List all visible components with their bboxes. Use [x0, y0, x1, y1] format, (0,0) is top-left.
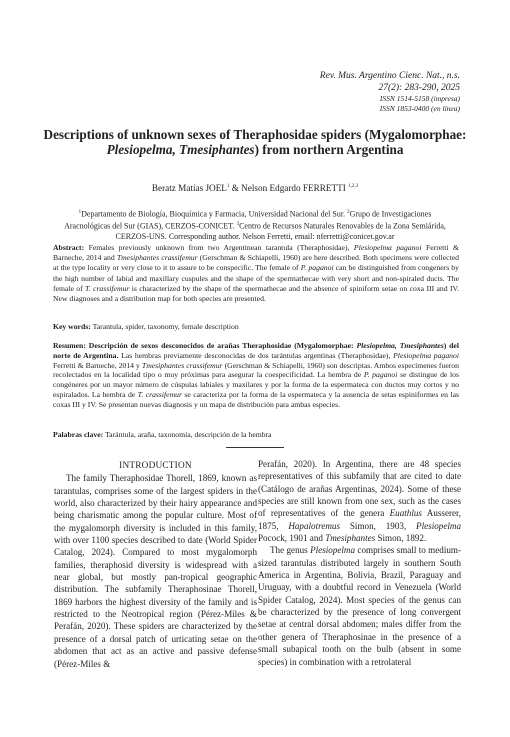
- right-column: [258, 458, 461, 668]
- resumen-text: Ferretti & Barneche, 2014 y: [53, 360, 142, 370]
- introduction-heading: INTRODUCTION: [119, 461, 192, 471]
- section-divider: [226, 447, 284, 448]
- body-text: Simon, 1892.: [375, 533, 427, 544]
- author-joel: Beratz Matías JOEL: [151, 183, 227, 193]
- resumen-label-genera: Plesiopelma, Tmesiphantes: [356, 341, 444, 350]
- palabras-text: Tarántula, araña, taxonomía, descripción de la hembra: [103, 430, 272, 439]
- species-name: Plesiopelma paganoi: [353, 243, 422, 252]
- journal-name: Rev. Mus. Argentino Cienc. Nat., n.s.: [319, 71, 460, 81]
- affil-sup: 2: [347, 210, 350, 215]
- genus-name: Tmesiphantes: [325, 533, 376, 544]
- intro-paragraph-3: [258, 544, 461, 667]
- journal-issue: 27(2): 283-290, 2025: [378, 83, 460, 93]
- title-text-end: ) from northern Argentina: [254, 142, 404, 157]
- author-list: [40, 183, 470, 193]
- body-text: The genus: [270, 545, 311, 556]
- keywords: [53, 322, 459, 332]
- genus-name: Plesiopelma: [310, 545, 356, 556]
- palabras-clave: [53, 430, 459, 440]
- issn-print: ISSN 1514-5158 (impresa): [379, 94, 460, 103]
- species-name: Tmesiphantes crassifemur: [141, 360, 223, 370]
- abstract-text: Females previously unknown from two Argentinean tarantula (Theraphosidae),: [84, 243, 354, 252]
- genus-name: Euathlus: [389, 508, 422, 519]
- affiliation-2: Grupo de Investigaciones Aracnológicas del Sur (GIAS), CERZOS-CONICET.: [64, 209, 432, 231]
- resumen-label-end: ) del norte de Argentina.: [53, 341, 459, 360]
- body-text: comprises small to medium-sized tarantulas distributed largely in southern South America in Argentina, Bolivia, Brazil, Paraguay and Uruguay, with a doubtful record in Venezuela (World Spider Catalog, 2024). Most species of the genus can be characterized by the presence of long convergent setae at central dorsal abdomen; males differ from the other genera of Theraphosinae in the presence of a small subapical tooth on the bulb (absent in some species) in combination with a retrolateral: [258, 545, 461, 667]
- keywords-label: Key words:: [53, 322, 91, 331]
- species-name: T. crassifemur: [137, 389, 182, 399]
- palabras-label: Palabras clave:: [53, 430, 104, 439]
- journal-citation: [220, 70, 460, 114]
- species-name: T. crassifemur: [85, 283, 130, 293]
- abstract-text: (Gerschman & Schiapelli, 1960) are here described. Both specimens were collected at the type locality or very close to it to assure to be conspecific. The female of: [53, 253, 459, 273]
- resumen-label: Resumen: Descripción de sexos desconocidos de arañas Theraphosidae (Mygalomorphae:: [53, 341, 357, 350]
- resumen-text: se caracteriza por la forma de la espermateca y la ausencia de setas espiniformes en las coxas III y IV. Se presentan nuevas diagnosis y un mapa de distribución para ambas especies.: [53, 389, 459, 409]
- affil-sup: 3: [236, 221, 240, 227]
- author-sup: 1,2,3: [348, 183, 359, 189]
- title-text: Descriptions of unknown sexes of Theraphosidae spiders (Mygalomorphae:: [43, 127, 467, 142]
- species-name: Plesiopelma paganoi: [393, 350, 460, 360]
- paper-title: [40, 127, 470, 157]
- body-text: Perafán, 2020). In Argentina, there are 48 species representatives of this subfamily that are cited to date (Catálogo de arañas Argentinas, 2024). Some of these species are still known from one sex, such as the cases of representatives of the genera: [258, 459, 461, 519]
- affiliation-3: Centro de Recursos Naturales Renovables de la Zona Semiárida, CERZOS-UNS. Corresponding author. Nelson Ferretti, email: nferretti@conicet.gov.ar: [115, 221, 446, 241]
- species-name: P. paganoi: [363, 370, 398, 380]
- left-column: [54, 460, 257, 670]
- intro-paragraph-2: [258, 458, 461, 544]
- genus-name: Plesiopelma: [416, 520, 462, 531]
- abstract-text: can be distinguished from congeners by the high number of labial and maxillary cuspules and the shape of the spermathecae with very short and non-spiraled ducts. The female of: [53, 263, 459, 293]
- issn-online: ISSN 1853-0400 (en línea): [379, 104, 460, 113]
- abstract: [53, 243, 459, 304]
- affiliations: [55, 208, 455, 242]
- abstract-label: Abstract:: [53, 243, 85, 252]
- species-name: P. paganoi: [300, 263, 334, 273]
- abstract-text: is characterized by the shape of the spermathecae and the absence of spiniform setae on coxa III and IV. New diagnoses and a distribution map for both species are presented.: [53, 283, 459, 304]
- species-name: Tmesiphantes crassifemur: [116, 253, 198, 263]
- author-ferretti: & Nelson Edgardo FERRETTI: [229, 183, 349, 193]
- body-text: Ausserer, 1875,: [258, 508, 461, 531]
- resumen-text: se distingue de los congéneres por un mayor número de cúspulas labiales y maxilares y por la forma de la espermateca con ductos muy cortos y no espiralados. La hembra de: [53, 370, 459, 399]
- author-sup: 1: [226, 183, 230, 189]
- resumen: [53, 341, 459, 410]
- genus-name: Hapalotremus: [288, 520, 341, 531]
- keywords-text: Tarantula, spider, taxonomy, female description: [90, 322, 239, 331]
- abstract-text: Ferretti & Barneche, 2014 and: [53, 243, 459, 263]
- affiliation-1: Departamento de Biología, Bioquímica y Farmacia, Universidad Nacional del Sur.: [81, 209, 348, 219]
- resumen-text: (Gerschman & Schiapelli, 1960) son descriptas. Ambos especímenes fueron recolectados en la localidad tipo o muy próximas para asegurar la coespecificidad. La hembra de: [53, 360, 459, 380]
- title-genera: Plesiopelma, Tmesiphantes: [106, 142, 255, 157]
- body-text: Pocock, 1901 and: [258, 533, 326, 544]
- body-text: Simon, 1903,: [340, 520, 417, 531]
- intro-paragraph-1: The family Theraphosidae Thorell, 1869, known as tarantulas, comprises some of the largest spiders in the world, also characterized by their hairy appearance and being charismatic among the popular culture. Most of the mygalomorph diversity is included in this family, with over 1100 species described to date (World Spider Catalog, 2024). Compared to most mygalomorph families, theraphosid diversity is widespread with a near global, but mostly pan-tropical geographic distribution. The subfamily Theraphosinae Thorell, 1869 harbors the highest diversity of the family and is restricted to the Neotropical region (Pérez-Miles & Perafán, 2020). These spiders are characterized by the presence of a dorsal patch of urticating setae on the abdomen that act as an active and passive defense (Pérez-Miles &: [54, 473, 257, 669]
- resumen-text: Las hembras previamente desconocidas de dos tarántulas argentinas (Theraphosidae),: [118, 350, 394, 360]
- affil-sup: 1: [78, 210, 82, 215]
